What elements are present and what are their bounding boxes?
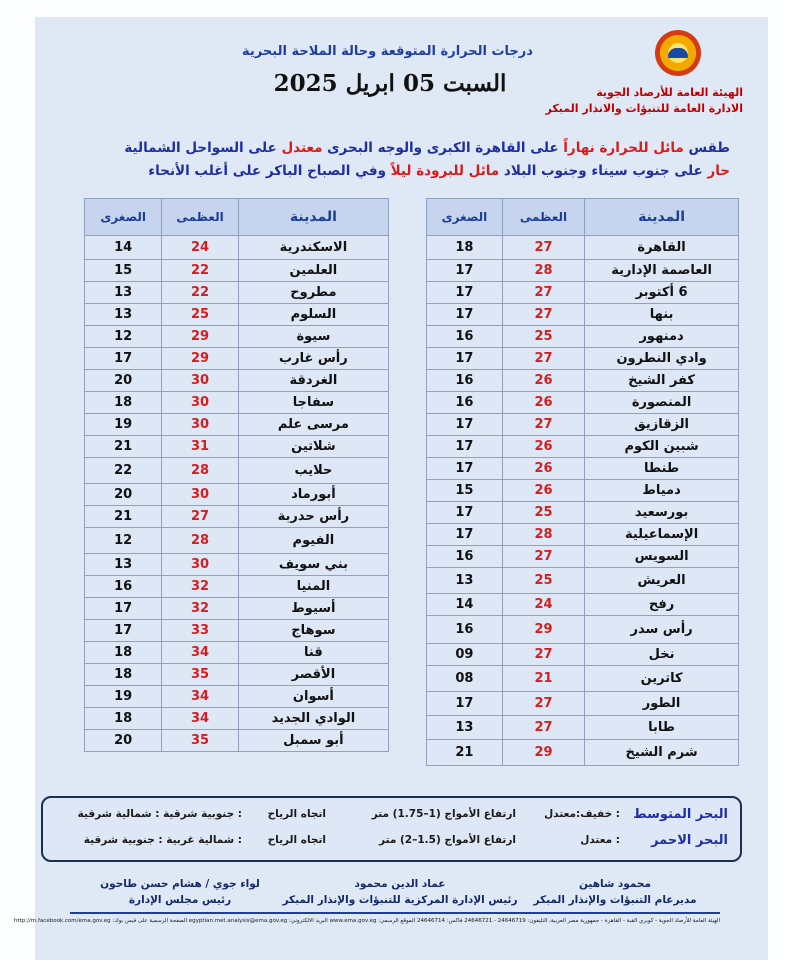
min-temp-cell: 18 (427, 236, 503, 260)
table-row (85, 236, 389, 260)
min-temp-cell: 17 (427, 304, 503, 326)
org-department: الادارة العامة للتنبؤات والانذار المبكر (545, 102, 743, 115)
city-cell: رفح (585, 594, 739, 616)
min-temp-cell: 19 (85, 686, 162, 708)
wind-label-red-sea: اتجاه الرياح (267, 834, 326, 846)
max-temp-cell: 27 (502, 348, 584, 370)
bulletin-title: درجات الحرارة المتوقعة وحالة الملاحة البحرية (242, 44, 533, 59)
table-row (427, 348, 739, 370)
city-cell: المنيا (238, 576, 388, 598)
ema-logo-icon (655, 30, 701, 76)
header-city: المدينة (585, 199, 739, 236)
table-row (85, 348, 389, 370)
min-temp-cell: 16 (427, 616, 503, 644)
sea-state-box (41, 796, 742, 862)
max-temp-cell: 26 (502, 480, 584, 502)
city-cell: رأس سدر (585, 616, 739, 644)
city-cell: سيوة (238, 326, 388, 348)
temperature-table-left (84, 198, 389, 752)
header-max: العظمى (162, 199, 238, 236)
sea-name-red-sea: البحر الاحمر (651, 833, 728, 848)
max-temp-cell: 25 (502, 568, 584, 594)
header-city: المدينة (238, 199, 388, 236)
table-row (427, 282, 739, 304)
city-cell: نخل (585, 644, 739, 666)
min-temp-cell: 17 (427, 260, 503, 282)
max-temp-cell: 27 (502, 236, 584, 260)
max-temp-cell: 25 (502, 502, 584, 524)
table-row (427, 740, 739, 766)
city-cell: كفر الشيخ (585, 370, 739, 392)
wind-label-mediterranean: اتجاه الرياح (267, 808, 326, 820)
weather-line-2: حار على جنوب سيناء وجنوب البلاد مائل للبرودة ليلاً وفي الصباح الباكر على أغلب الأنحاء (148, 163, 730, 179)
table-row (85, 730, 389, 752)
city-cell: قنا (238, 642, 388, 664)
weather-line-1: طقس مائل للحرارة نهاراً على القاهرة الكبرى والوجه البحرى معتدل على السواحل الشمالية (124, 140, 730, 156)
min-temp-cell: 13 (85, 554, 162, 576)
min-temp-cell: 18 (85, 664, 162, 686)
max-temp-cell: 27 (502, 716, 584, 740)
city-cell: أبو سمبل (238, 730, 388, 752)
city-cell: العلمين (238, 260, 388, 282)
min-temp-cell: 17 (427, 414, 503, 436)
min-temp-cell: 17 (427, 502, 503, 524)
table-row (85, 528, 389, 554)
wind-red-sea: : شمالية غربية : جنوبية شرقية (83, 834, 242, 846)
table-row (427, 436, 739, 458)
min-temp-cell: 08 (427, 666, 503, 692)
min-temp-cell: 21 (85, 506, 162, 528)
city-cell: مرسى علم (238, 414, 388, 436)
sea-name-mediterranean: البحر المتوسط (633, 807, 728, 822)
table-row (85, 304, 389, 326)
table-row (427, 414, 739, 436)
max-temp-cell: 34 (162, 686, 238, 708)
city-cell: سفاجا (238, 392, 388, 414)
max-temp-cell: 33 (162, 620, 238, 642)
city-cell: الطور (585, 692, 739, 716)
max-temp-cell: 27 (162, 506, 238, 528)
min-temp-cell: 18 (85, 708, 162, 730)
min-temp-cell: 17 (85, 620, 162, 642)
table-row (85, 436, 389, 458)
min-temp-cell: 22 (85, 458, 162, 484)
city-cell: العريش (585, 568, 739, 594)
min-temp-cell: 13 (85, 304, 162, 326)
city-cell: شلاتين (238, 436, 388, 458)
min-temp-cell: 16 (85, 576, 162, 598)
table-row (427, 480, 739, 502)
max-temp-cell: 35 (162, 730, 238, 752)
table-row (85, 458, 389, 484)
table-row (85, 576, 389, 598)
signature-forecast-director: محمود شاهين مديرعام التنبؤات والإنذار المبكر (533, 878, 697, 906)
max-temp-cell: 26 (502, 436, 584, 458)
city-cell: الزقازيق (585, 414, 739, 436)
min-temp-cell: 20 (85, 730, 162, 752)
table-row (85, 392, 389, 414)
table-row (427, 304, 739, 326)
max-temp-cell: 29 (162, 348, 238, 370)
table-header-row (427, 199, 739, 236)
city-cell: بورسعيد (585, 502, 739, 524)
table-row (85, 554, 389, 576)
temperature-table-right (426, 198, 739, 766)
city-cell: الوادي الجديد (238, 708, 388, 730)
wind-mediterranean: : جنوبية شرقية : شمالية شرقية (77, 808, 242, 820)
min-temp-cell: 16 (427, 392, 503, 414)
table-row (427, 260, 739, 282)
max-temp-cell: 29 (502, 740, 584, 766)
min-temp-cell: 16 (427, 546, 503, 568)
table-row (427, 236, 739, 260)
max-temp-cell: 30 (162, 414, 238, 436)
max-temp-cell: 30 (162, 392, 238, 414)
table-row (427, 546, 739, 568)
table-row (85, 664, 389, 686)
sea-state-red-sea: : معتدل (580, 834, 620, 846)
city-cell: أسيوط (238, 598, 388, 620)
max-temp-cell: 27 (502, 546, 584, 568)
max-temp-cell: 22 (162, 282, 238, 304)
min-temp-cell: 16 (427, 370, 503, 392)
table-row (427, 458, 739, 480)
min-temp-cell: 19 (85, 414, 162, 436)
city-cell: بني سويف (238, 554, 388, 576)
table-header-row (85, 199, 389, 236)
table-row (427, 666, 739, 692)
table-row (85, 260, 389, 282)
max-temp-cell: 26 (502, 370, 584, 392)
table-row (427, 524, 739, 546)
max-temp-cell: 29 (502, 616, 584, 644)
org-name: الهيئة العامة للأرصاد الجوية (596, 86, 743, 99)
min-temp-cell: 17 (427, 282, 503, 304)
city-cell: بنها (585, 304, 739, 326)
city-cell: أسوان (238, 686, 388, 708)
city-cell: الغردقة (238, 370, 388, 392)
min-temp-cell: 16 (427, 326, 503, 348)
footer-divider (70, 912, 720, 914)
min-temp-cell: 12 (85, 528, 162, 554)
min-temp-cell: 21 (85, 436, 162, 458)
max-temp-cell: 21 (502, 666, 584, 692)
max-temp-cell: 34 (162, 708, 238, 730)
min-temp-cell: 17 (427, 692, 503, 716)
city-cell: شرم الشيخ (585, 740, 739, 766)
min-temp-cell: 17 (427, 524, 503, 546)
sea-row-red-sea (43, 833, 740, 853)
city-cell: الأقصر (238, 664, 388, 686)
min-temp-cell: 17 (427, 348, 503, 370)
max-temp-cell: 31 (162, 436, 238, 458)
sea-state-mediterranean: : خفيف:معتدل (544, 808, 620, 820)
max-temp-cell: 34 (162, 642, 238, 664)
min-temp-cell: 17 (85, 598, 162, 620)
table-row (85, 686, 389, 708)
header-min: الصغرى (427, 199, 503, 236)
city-cell: المنصورة (585, 392, 739, 414)
table-row (85, 642, 389, 664)
header-min: الصغرى (85, 199, 162, 236)
max-temp-cell: 24 (502, 594, 584, 616)
min-temp-cell: 17 (85, 348, 162, 370)
max-temp-cell: 25 (502, 326, 584, 348)
max-temp-cell: 22 (162, 260, 238, 282)
table-row (85, 620, 389, 642)
city-cell: السويس (585, 546, 739, 568)
min-temp-cell: 17 (427, 458, 503, 480)
min-temp-cell: 09 (427, 644, 503, 666)
city-cell: الاسكندرية (238, 236, 388, 260)
max-temp-cell: 27 (502, 304, 584, 326)
max-temp-cell: 27 (502, 282, 584, 304)
max-temp-cell: 29 (162, 326, 238, 348)
min-temp-cell: 12 (85, 326, 162, 348)
max-temp-cell: 27 (502, 644, 584, 666)
city-cell: سوهاج (238, 620, 388, 642)
table-row (85, 506, 389, 528)
table-row (85, 282, 389, 304)
max-temp-cell: 28 (502, 524, 584, 546)
city-cell: أبورماد (238, 484, 388, 506)
min-temp-cell: 14 (85, 236, 162, 260)
min-temp-cell: 13 (85, 282, 162, 304)
city-cell: دمنهور (585, 326, 739, 348)
max-temp-cell: 30 (162, 484, 238, 506)
max-temp-cell: 27 (502, 414, 584, 436)
max-temp-cell: 32 (162, 598, 238, 620)
city-cell: الفيوم (238, 528, 388, 554)
min-temp-cell: 17 (427, 436, 503, 458)
min-temp-cell: 20 (85, 484, 162, 506)
table-row (427, 644, 739, 666)
table-row (427, 616, 739, 644)
city-cell: طنطا (585, 458, 739, 480)
city-cell: 6 أكتوبر (585, 282, 739, 304)
city-cell: السلوم (238, 304, 388, 326)
sea-row-mediterranean (43, 807, 740, 827)
city-cell: حلايب (238, 458, 388, 484)
city-cell: طابا (585, 716, 739, 740)
city-cell: كاترين (585, 666, 739, 692)
max-temp-cell: 30 (162, 554, 238, 576)
city-cell: مطروح (238, 282, 388, 304)
city-cell: شبين الكوم (585, 436, 739, 458)
table-row (85, 598, 389, 620)
table-row (85, 370, 389, 392)
min-temp-cell: 18 (85, 642, 162, 664)
signature-central-director: عماد الدين محمود رئيس الإدارة المركزية للتنبؤات والإنذار المبكر (282, 878, 518, 906)
min-temp-cell: 20 (85, 370, 162, 392)
min-temp-cell: 14 (427, 594, 503, 616)
min-temp-cell: 13 (427, 568, 503, 594)
table-row (427, 392, 739, 414)
waves-mediterranean: ارتفاع الأمواج (1–1.75) متر (371, 808, 516, 820)
table-row (427, 326, 739, 348)
footer-contact: الهيئة العامة للأرصاد الجوية - كوبري القبة - القاهرة - جمهورية مصر العربية، التليفون: 24646719 - 24646721 فاكس: 24646714 الموقع الرسمي: www.ema.gov.eg البريد الالكتروني: egyptian.met.analysis@ema.gov.eg الصفحة الرسمية على فيس بوك: http://m.facebook.com/ema.gov.eg (14, 918, 720, 924)
signature-chairman: لواء جوي / هشام حسن طاحون رئيس مجلس الإدارة (100, 878, 260, 906)
bulletin-date: السبت 05 ابريل 2025 (273, 70, 507, 97)
min-temp-cell: 21 (427, 740, 503, 766)
max-temp-cell: 28 (162, 528, 238, 554)
table-row (427, 716, 739, 740)
table-row (427, 594, 739, 616)
waves-red-sea: ارتفاع الأمواج (1.5–2) متر (379, 834, 516, 846)
max-temp-cell: 32 (162, 576, 238, 598)
table-row (427, 692, 739, 716)
min-temp-cell: 18 (85, 392, 162, 414)
city-cell: العاصمة الإدارية (585, 260, 739, 282)
max-temp-cell: 27 (502, 692, 584, 716)
max-temp-cell: 28 (162, 458, 238, 484)
city-cell: رأس حدربة (238, 506, 388, 528)
table-row (85, 414, 389, 436)
max-temp-cell: 26 (502, 392, 584, 414)
table-row (85, 326, 389, 348)
max-temp-cell: 24 (162, 236, 238, 260)
city-cell: رأس غارب (238, 348, 388, 370)
max-temp-cell: 30 (162, 370, 238, 392)
city-cell: دمياط (585, 480, 739, 502)
table-row (85, 484, 389, 506)
table-row (85, 708, 389, 730)
max-temp-cell: 28 (502, 260, 584, 282)
table-row (427, 502, 739, 524)
city-cell: القاهرة (585, 236, 739, 260)
city-cell: الإسماعيلية (585, 524, 739, 546)
max-temp-cell: 26 (502, 458, 584, 480)
min-temp-cell: 15 (85, 260, 162, 282)
max-temp-cell: 35 (162, 664, 238, 686)
min-temp-cell: 13 (427, 716, 503, 740)
min-temp-cell: 15 (427, 480, 503, 502)
table-row (427, 370, 739, 392)
max-temp-cell: 25 (162, 304, 238, 326)
header-max: العظمى (502, 199, 584, 236)
city-cell: وادي النطرون (585, 348, 739, 370)
table-row (427, 568, 739, 594)
